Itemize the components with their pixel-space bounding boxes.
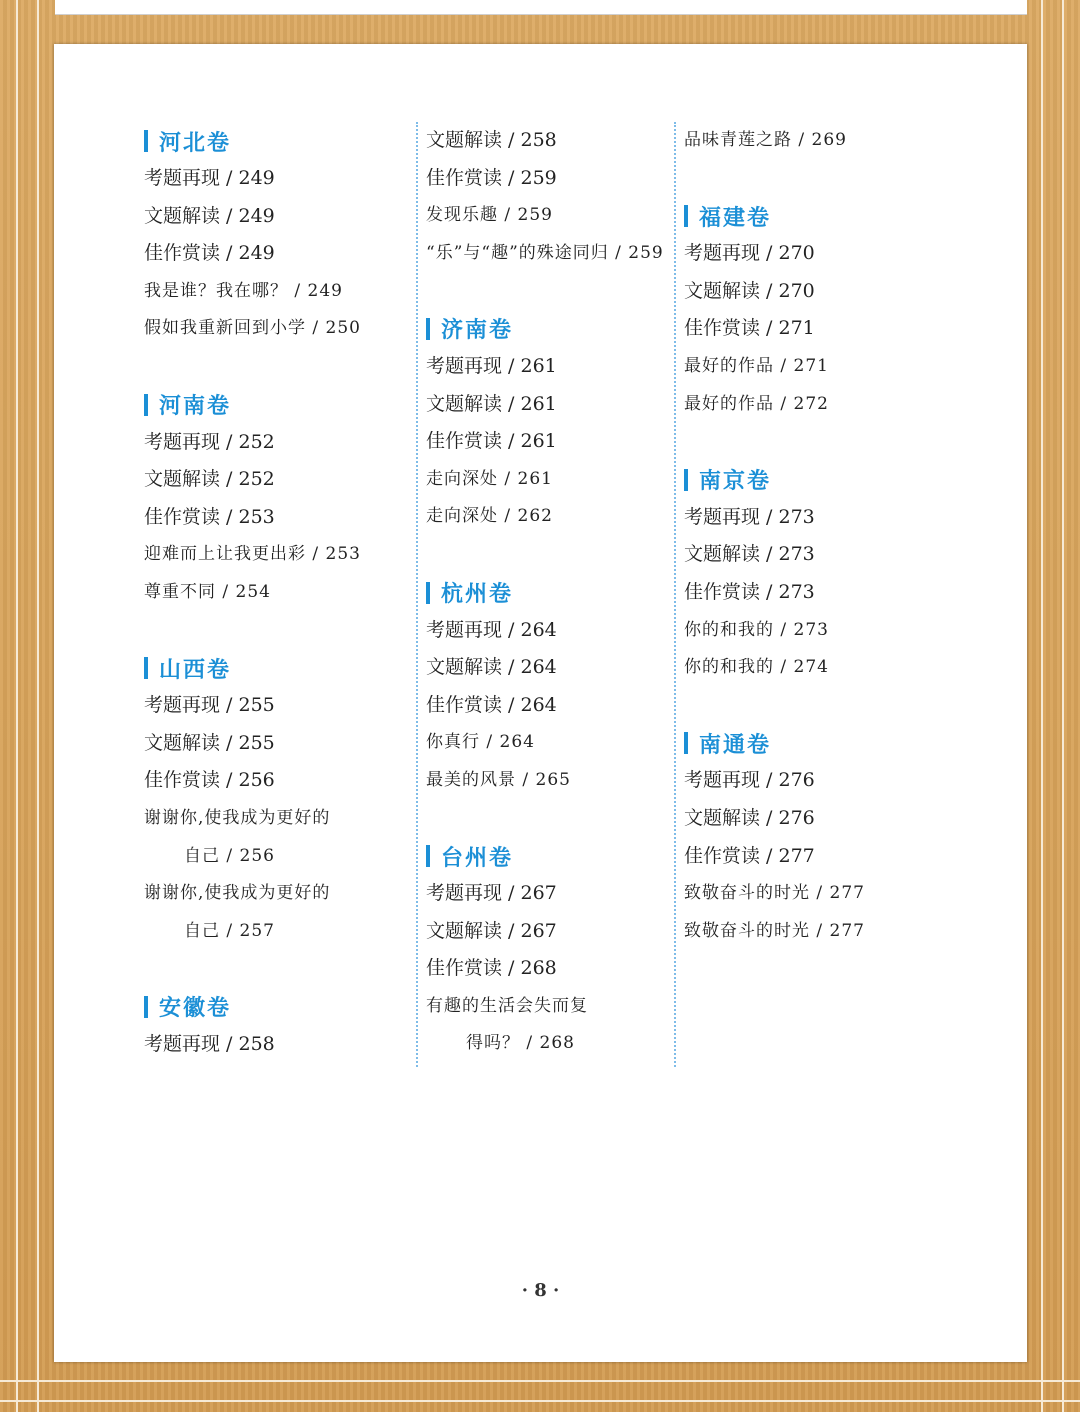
section-heading-text: 山西卷 [159,657,232,683]
section-spacer [426,800,686,838]
section-spacer [144,612,394,650]
frame-line-right-inner [1041,0,1043,1412]
toc-entry[interactable]: 考题再现 / 261 [426,354,557,377]
toc-entry[interactable]: 文题解读 / 270 [684,279,815,302]
section-heading [144,386,394,424]
toc-entry[interactable]: 走向深处 / 262 [426,506,553,527]
section-heading [426,837,686,875]
heading-bar [144,394,148,416]
heading-bar [684,469,688,491]
section-spacer [144,950,394,988]
toc-entry[interactable]: 我是谁？我在哪？ / 249 [144,280,343,301]
toc-entry[interactable]: 自己 / 257 [184,920,275,941]
section-spacer [684,160,944,198]
toc-column-2 [416,122,686,1067]
section-heading [426,310,686,348]
section-heading-text: 杭州卷 [441,582,514,608]
toc-entry[interactable]: 考题再现 / 252 [144,430,275,453]
heading-bar [426,318,430,340]
heading-bar [144,657,148,679]
toc-entry[interactable]: 考题再现 / 273 [684,505,815,528]
toc-entry[interactable]: 佳作赏读 / 277 [684,844,815,867]
toc-entry[interactable]: 你的和我的 / 274 [684,657,829,678]
toc-entry[interactable]: 佳作赏读 / 261 [426,430,557,453]
heading-bar [144,130,148,152]
toc-entry[interactable]: 文题解读 / 255 [144,731,275,754]
section-heading-text: 南京卷 [699,469,772,495]
section-heading-text: 南通卷 [699,732,772,758]
heading-bar [684,732,688,754]
toc-entry[interactable]: 考题再现 / 276 [684,769,815,792]
toc-entry[interactable]: 佳作赏读 / 271 [684,317,815,340]
toc-entry[interactable]: 最好的作品 / 271 [684,355,829,376]
section-spacer [144,348,394,386]
toc-entry[interactable]: 你真行 / 264 [426,732,535,753]
toc-entry[interactable]: 发现乐趣 / 259 [426,205,553,226]
toc-entry[interactable]: “乐”与“趣”的殊途同归 / 259 [426,242,664,263]
heading-bar [426,845,430,867]
heading-bar [426,582,430,604]
toc-entry[interactable]: 考题再现 / 264 [426,618,557,641]
section-heading [684,724,944,762]
toc-entry[interactable]: 致敬奋斗的时光 / 277 [684,883,865,904]
toc-entry[interactable]: 文题解读 / 267 [426,919,557,942]
frame-line-right [1062,0,1064,1412]
frame-line-bottom-outer [0,1400,1080,1402]
section-heading [144,122,394,160]
toc-entry[interactable]: 文题解读 / 273 [684,543,815,566]
toc-entry[interactable]: 谢谢你,使我成为更好的 [144,883,331,904]
toc-column-1 [144,122,394,1063]
toc-entry[interactable]: 文题解读 / 276 [684,806,815,829]
section-heading-text: 福建卷 [699,205,772,231]
section-spacer [684,423,944,461]
toc-entry[interactable]: 尊重不同 / 254 [144,581,271,602]
section-spacer [426,272,686,310]
toc-entry[interactable]: 得吗？ / 268 [466,1033,575,1054]
toc-entry[interactable]: 佳作赏读 / 268 [426,957,557,980]
section-spacer [426,536,686,574]
toc-entry[interactable]: 佳作赏读 / 256 [144,769,275,792]
toc-entry[interactable]: 迎难而上让我更出彩 / 253 [144,544,361,565]
section-heading [426,574,686,612]
section-heading-text: 安徽卷 [159,996,232,1022]
toc-entry[interactable]: 文题解读 / 264 [426,656,557,679]
toc-entry[interactable]: 文题解读 / 258 [426,129,557,151]
toc-entry[interactable]: 致敬奋斗的时光 / 277 [684,920,865,941]
toc-entry[interactable]: 最美的风景 / 265 [426,769,571,790]
toc-entry[interactable]: 佳作赏读 / 259 [426,166,557,189]
heading-bar [684,205,688,227]
frame-line-left [16,0,18,1412]
toc-page [54,44,1027,1362]
toc-entry[interactable]: 假如我重新回到小学 / 250 [144,318,361,339]
section-heading [144,988,394,1026]
heading-bar [144,996,148,1018]
frame-line-bottom [0,1380,1080,1382]
toc-entry[interactable]: 佳作赏读 / 264 [426,693,557,716]
toc-entry[interactable]: 最好的作品 / 272 [684,393,829,414]
toc-entry[interactable]: 佳作赏读 / 273 [684,580,815,603]
toc-entry[interactable]: 文题解读 / 261 [426,392,557,415]
toc-entry[interactable]: 文题解读 / 249 [144,204,275,227]
toc-entry[interactable]: 走向深处 / 261 [426,468,553,489]
toc-entry[interactable]: 考题再现 / 270 [684,242,815,265]
toc-entry[interactable]: 考题再现 / 249 [144,167,275,189]
section-heading [684,197,944,235]
section-heading-text: 河北卷 [159,130,232,156]
toc-entry[interactable]: 考题再现 / 258 [144,1032,275,1055]
section-heading-text: 济南卷 [441,318,514,344]
page-number: · 8 · [521,1280,560,1301]
toc-entry[interactable]: 考题再现 / 267 [426,882,557,905]
toc-entry[interactable]: 佳作赏读 / 253 [144,505,275,528]
section-heading [684,461,944,499]
section-heading-text: 河南卷 [159,394,232,420]
section-heading-text: 台州卷 [441,845,514,871]
toc-entry[interactable]: 有趣的生活会失而复 [426,995,588,1016]
toc-entry[interactable]: 佳作赏读 / 249 [144,242,275,265]
toc-entry[interactable]: 你的和我的 / 273 [684,619,829,640]
previous-page-edge [55,0,1027,15]
toc-entry[interactable]: 品味青莲之路 / 269 [684,130,847,150]
section-spacer [684,687,944,725]
toc-column-3 [674,122,944,1067]
section-heading [144,649,394,687]
toc-entry[interactable]: 文题解读 / 252 [144,468,275,491]
toc-entry[interactable]: 自己 / 256 [184,845,275,866]
toc-entry[interactable]: 考题再现 / 255 [144,694,275,717]
toc-entry[interactable]: 谢谢你,使我成为更好的 [144,807,331,828]
frame-line-left-inner [37,0,39,1412]
